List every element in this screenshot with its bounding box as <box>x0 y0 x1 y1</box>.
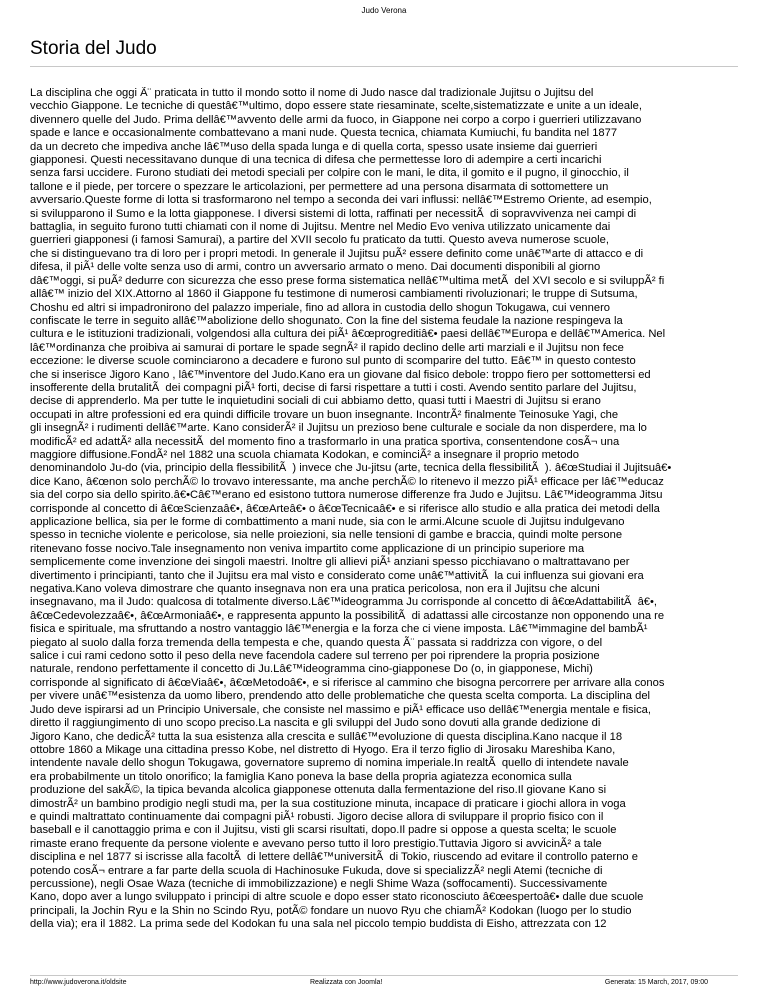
footer-divider <box>30 975 738 976</box>
page-title: Storia del Judo <box>30 38 157 59</box>
article-line: che si distinguevano tra di loro per i propri metodi. In generale il Jujitsu puÃ² essere definito come unâ€™arte di attacco e di <box>30 247 644 260</box>
article-line: dimostrÃ² un bambino prodigio negli studi ma, per la sua costituzione minuta, incapace di praticare i giochi allora in voga <box>30 797 626 810</box>
article-line: spade e lance e occasionalmente combattevano a mani nude. Questa tecnica, chiamata Kumiuchi, fu bandita nel 1877 <box>30 127 618 140</box>
article-line: divertimento i principianti, tanto che il Jujitsu era mal visto e considerato come unâ€™attivitÃ la cui influenza sui giovani era <box>30 569 644 582</box>
article-line: piegato al suolo dalla forza tremenda della tempesta e che, quando questa Ã¨ passata si raddrizza con vigore, o del <box>30 636 603 649</box>
article-line: La disciplina che oggi Ã¨ praticata in tutto il mondo sotto il nome di Judo nasce dal tradizionale Jujitsu o Jujitsu del <box>30 87 594 99</box>
article-line: rimaste erano frequente da persone violente e avevano perso tutto il loro prestigio.Tuttavia Jigoro si avvicinÃ² a tale <box>30 837 602 850</box>
article-line: Kano, dopo aver a lungo sviluppato i principi di altre scuole e dopo esser stato riconosciuto â€œespertoâ€• dalle due scuole <box>30 891 644 904</box>
article-line: diretto il raggiungimento di uno scopo preciso.La nascita e gli sviluppi del Judo sono dovuti alla grande dedizione di <box>30 717 601 730</box>
article-line: salice i cui rami cedono sotto il peso della neve facendola cadere sul terreno per poi riprendere la propria posizione <box>30 650 600 663</box>
article-line: era probabilmente un titolo onorifico; la famiglia Kano poneva la base della propria agiatezza economica sulla <box>30 770 572 783</box>
article-line: si svilupparono il Sumo e la lotta giapponese. I diversi sistemi di lotta, raffinati per necessitÃ di sopravvivenza nei campi di <box>30 207 637 220</box>
article-line: tallone e il piede, per torcere o spezzare le articolazioni, per permettere ad una persona disarmata di sottomettere un <box>30 180 609 193</box>
article-line: Choshu ed altri si impadronirono del palazzo imperiale, fino ad allora in custodia dello shogun Tokugawa, cui vennero <box>30 301 611 314</box>
footer-credit: Realizzata con Joomla! <box>310 979 383 986</box>
article-line: principali, la Jochin Ryu e la Shin no Scindo Ryu, potÃ© fondare un nuovo Ryu che chiamÃ² Kodokan (luogo per lo studio <box>30 904 632 917</box>
article-line: baseball e il canottaggio prima e con il Jujitsu, visti gli scarsi risultati, dopo.Il padre si oppose a questa scelta; le scuole <box>30 824 617 837</box>
article-line: lâ€™ordinanza che proibiva ai samurai di portare le spade segnÃ² il rapido declino delle arti marziali e il Jujitsu non fece <box>30 341 624 354</box>
article-line: da un decreto che impediva anche lâ€™uso della spada lunga e di quella corta, spesso usate insieme dai guerrieri <box>30 140 598 153</box>
article-line: disciplina e nel 1877 si iscrisse alla facoltÃ di lettere dellâ€™universitÃ di Tokio, riuscendo ad evitare il controllo paterno e <box>30 851 638 864</box>
article-line: denominandolo Ju-do (via, principio della flessibilitÃ ) invece che Ju-jitsu (arte, tecnica della flessibilitÃ ). â€œStudiai il Jujitsuâ€• <box>30 462 672 475</box>
article-line: modificÃ² ed adattÃ² alla necessitÃ del momento fino a trasformarlo in una pratica sportiva, consentendone cosÃ¬ una <box>30 435 620 448</box>
article-line: e quindi maltrattato continuamente dai compagni piÃ¹ robusti. Jigoro decise allora di sviluppare il proprio fisico con il <box>30 810 604 823</box>
article-line: giapponesi. Questi necessitavano dunque di una tecnica di difesa che permettesse loro di adempire a certi incarichi <box>30 154 602 167</box>
article-line: per vivere unâ€™esistenza da uomo libero, prendendo atto delle problematiche che questa scelta comporta. La disciplina del <box>30 690 651 703</box>
article-line: spesso in tecniche violente e pericolose, sia nelle proiezioni, sia nelle tensioni di gambe e braccia, quindi molte persone <box>30 529 623 542</box>
article-line: eccezione: le diverse scuole cominciarono a decadere e furono sul punto di scomparire del tutto. Eâ€™ in questo contesto <box>30 355 636 368</box>
article-line: allâ€™ inizio del XIX.Attorno al 1860 il Giappone fu testimone di numerosi cambiamenti rivoluzionari; le truppe di Sutsuma, <box>30 288 638 301</box>
article-line: naturale, rendono perfettamente il concetto di Ju.Lâ€™ideogramma cino-giapponese Do (o, in giapponese, Michi) <box>30 663 593 676</box>
article-line: percussione), negli Osae Waza (tecniche di immobilizzazione) e negli Shime Waza (soffocamenti). Successivamente <box>30 877 608 890</box>
article-line: che si inserisce Jigoro Kano , lâ€™inventore del Judo.Kano era un giovane dal fisico debole: troppo fiero per sottomettersi ed <box>30 368 651 381</box>
article-line: dâ€™oggi, si puÃ² dedurre con sicurezza che esso prese forma sistematica nellâ€™ultima metÃ del XVI secolo e si sviluppÃ² fi <box>30 274 665 287</box>
article-line: â€œCedevolezzaâ€•, â€œArmoniaâ€•, e rappresenta appunto la possibilitÃ di adattassi alle circostanze non opponendo una re <box>30 609 665 622</box>
article-line: maggiore diffusione.FondÃ² nel 1882 una scuola chiamata Kodokan, e cominciÃ² a insegnare il proprio metodo <box>30 448 579 461</box>
article-line: ritenevano fosse nocivo.Tale insegnamento non veniva impartito come applicazione di un principio superiore ma <box>30 542 585 555</box>
article-line: della via); era il 1882. La prima sede del Kodokan fu una sala nel piccolo tempio buddista di Eisho, attrezzata con 12 <box>30 918 607 931</box>
article-line: Judo deve ispirarsi ad un Principio Universale, che consiste nel massimo e piÃ¹ efficace uso dellâ€™energia mentale e fisica, <box>30 703 652 716</box>
article-line: intendente navale dello shogun Tokugawa, governatore supremo di nomina imperiale.In realtÃ quello di intendete navale <box>30 757 629 770</box>
article-line: guerrieri giapponesi (i famosi Samurai), a partire del XVII secolo fu praticato da tutti. Questo aveva numerose scuole, <box>30 234 609 247</box>
article-line: potendo cosÃ¬ entrare a far parte della scuola di Hachinosuke Fukuda, dove si specializzÃ² negli Atemi (tecniche di <box>30 864 603 877</box>
article-line: dice Kano, â€œnon solo perchÃ© lo trovavo interessante, ma anche perchÃ© lo ritenevo il mezzo piÃ¹ efficace per lâ€™educaz <box>30 475 664 488</box>
article-line: fisica e spirituale, ma sfruttando a nostro vantaggio lâ€™energia e la forza che ci viene imposta. Lâ€™immagine del bambÃ¹ <box>30 623 648 636</box>
article-line: battaglia, in seguito furono tutti chiamati con il nome di Jujitsu. Mentre nel Medio Evo veniva utilizzato unicamente dai <box>30 221 611 234</box>
article-line: vecchio Giappone. Le tecniche di questâ€™ultimo, dopo essere state riesaminate, scelte,sistematizzate e unite a un ideale, <box>30 100 642 113</box>
footer-generated-date: Generata: 15 March, 2017, 09:00 <box>604 979 708 986</box>
article-line: negativa.Kano voleva dimostrare che quanto insegnava non era una pratica pericolosa, non era il Jujitsu che alcuni <box>30 583 600 596</box>
article-line: insegnavano, ma il Judo: qualcosa di totalmente diverso.Lâ€™ideogramma Ju corrisponde al concetto di â€œAdattabilitÃ â€•, <box>30 596 658 609</box>
article-line: confiscate le terre in seguito allâ€™abolizione dello shogunato. Con la fine del sistema feudale la nazione respingeva la <box>30 314 623 327</box>
article-line: corrisponde al concetto di â€œScienzaâ€•, â€œArteâ€• o â€œTecnicaâ€• e si riferisce allo studio e alla pratica dei metodi della <box>30 502 660 515</box>
article-line: decise di apprenderlo. Ma per tutte le inquietudini sociali di cui abbiamo detto, quasi tutti i Maestri di Jujitsu si erano <box>30 395 601 408</box>
article-line: difesa, il piÃ¹ delle volte senza uso di armi, contro un avversario armato o meno. Dai documenti disponibili al giorno <box>30 261 601 274</box>
article-line: senza farsi uccidere. Furono studiati dei metodi speciali per colpire con le mani, le dita, il gomito e il pugno, il ginocchio, il <box>30 167 629 180</box>
article-line: corrisponde al significato di â€œViaâ€•, â€œMetodoâ€•, e si riferisce al cammino che bisogna percorrere per arrivare alla conos <box>30 676 665 689</box>
article-line: avversario.Queste forme di lotta si trasformarono nel tempo a seconda dei vari influssi: nellâ€™Estremo Oriente, ad esempio, <box>30 194 652 207</box>
article-line: occupati in altre professioni ed era quindi difficile trovare un buon insegnante. IncontrÃ² finalmente Teinosuke Yagi, che <box>30 408 619 421</box>
article-line: Jigoro Kano, che dedicÃ² tutta la sua esistenza alla crescita e sullâ€™evoluzione di questa disciplina.Kano nacque il 18 <box>30 730 623 743</box>
article-body <box>30 87 768 932</box>
article-line: semplicemente come invenzione dei singoli maestri. Inoltre gli allievi piÃ¹ anziani spesso picchiavano o maltrattavano per <box>30 556 630 569</box>
article-line: cultura e le istituzioni tradizionali, volgendosi alla cultura dei piÃ¹ â€œprogreditiâ€• paesi dellâ€™Europa e dellâ€™America. Nel <box>30 328 666 341</box>
article-line: produzione del sakÃ©, la tipica bevanda alcolica giapponese ottenuta dalla fermentazione del riso.Il giovane Kano si <box>30 784 607 797</box>
article-line: sia del corpo sia dello spirito.â€•Câ€™erano ed esistono tuttora numerose differenze fra Judo e Jujitsu. Lâ€™ideogramma Jitsu <box>30 489 663 502</box>
article-line: ottobre 1860 a Mikage una cittadina presso Kobe, nel distretto di Hyogo. Era il terzo figlio di Jirosaku Mareshiba Kano, <box>30 743 616 756</box>
title-divider <box>30 66 738 67</box>
site-header: Judo Verona <box>361 6 407 15</box>
article-line: insofferente della brutalitÃ dei compagni piÃ¹ forti, decise di farsi rispettare a tutti i costi. Avendo sentito parlare del Jujitsu, <box>30 381 637 394</box>
article-line: divennero quelle del Judo. Prima dellâ€™avvento delle armi da fuoco, in Giappone nei corpo a corpo i guerrieri utilizzavano <box>30 113 642 126</box>
article-line: applicazione bellica, sia per le forme di combattimento a mani nude, sia con le armi.Alcune scuole di Jujitsu indulgevano <box>30 516 625 528</box>
article-line: gli insegnÃ² i rudimenti dellâ€™arte. Kano considerÃ² il Jujitsu un prezioso bene culturale e sociale da non disperdere, ma lo <box>30 422 647 435</box>
footer-url[interactable]: http://www.judoverona.it/oldsite <box>30 979 127 986</box>
